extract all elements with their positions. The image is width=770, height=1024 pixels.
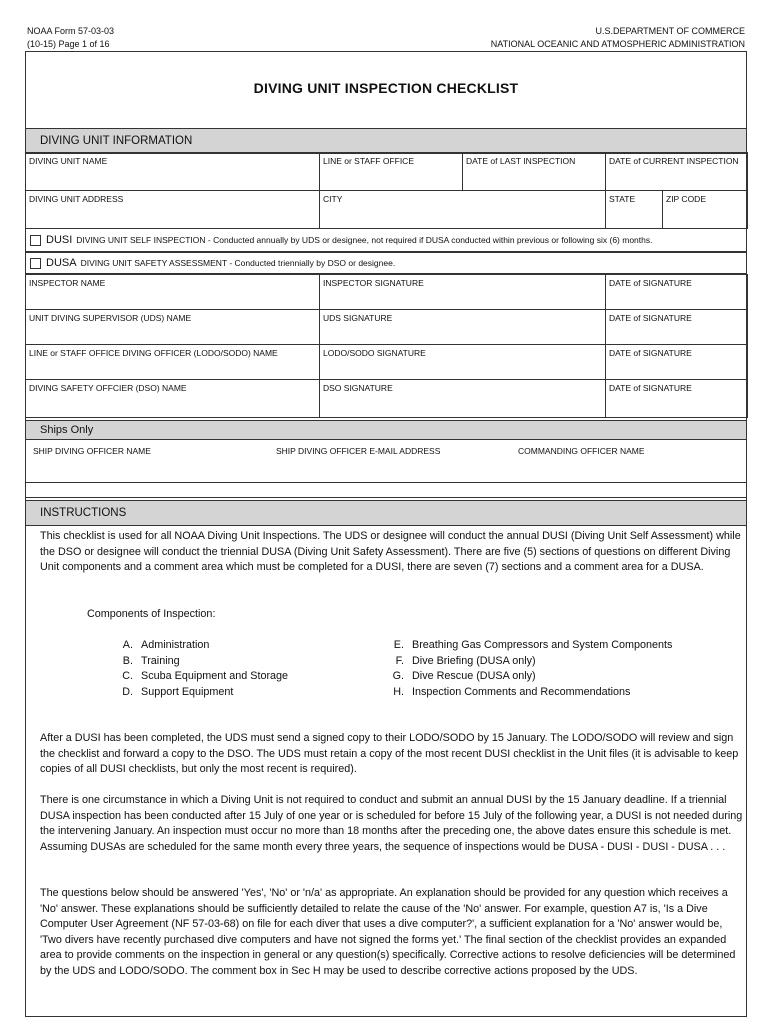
- dusi-code: DUSI: [46, 234, 73, 246]
- form-id-block: [27, 25, 114, 51]
- uds-name-label: UNIT DIVING SUPERVISOR (UDS) NAME: [29, 313, 192, 323]
- inspector-date-label: DATE of SIGNATURE: [609, 278, 692, 288]
- lodo-date-field[interactable]: [606, 345, 748, 380]
- state-field[interactable]: [606, 191, 663, 229]
- uds-signature-field[interactable]: [320, 310, 606, 345]
- component-item: G. Dive Rescue (DUSA only): [392, 670, 536, 682]
- lodo-date-label: DATE of SIGNATURE: [609, 348, 692, 358]
- zip-label: ZIP CODE: [666, 194, 706, 204]
- component-item: E. Breathing Gas Compressors and System Components: [393, 639, 673, 651]
- commanding-officer-label: COMMANDING OFFICER NAME: [518, 446, 645, 456]
- unit-info-table: [25, 152, 748, 229]
- lodo-name-label: LINE or STAFF OFFICE DIVING OFFICER (LODO/SODO) NAME: [29, 348, 278, 358]
- unit-name-label: DIVING UNIT NAME: [29, 156, 108, 166]
- unit-name-field[interactable]: [26, 153, 320, 191]
- inspector-date-field[interactable]: [606, 275, 748, 310]
- ship-officer-name-label: SHIP DIVING OFFICER NAME: [33, 446, 151, 456]
- component-item: D. Support Equipment: [122, 685, 234, 698]
- lodo-signature-field[interactable]: [320, 345, 606, 380]
- lodo-name-field[interactable]: [26, 345, 320, 380]
- component-item: H. Inspection Comments and Recommendations: [393, 685, 631, 698]
- component-item: B. Training: [122, 654, 180, 667]
- zip-field[interactable]: [663, 191, 748, 229]
- dusa-checkbox[interactable]: [30, 258, 41, 269]
- dso-date-label: DATE of SIGNATURE: [609, 383, 692, 393]
- current-inspection-field[interactable]: [606, 153, 748, 191]
- instructions-paragraph-4: The questions below should be answered 'Yes', 'No' or 'n/a' as appropriate. An explanation should be provided for any question which receives a 'No' answer. These explanations should be sufficiently detailed to relate the cause of the 'No' answer. For example, question A7 is, 'Is a Dive Computer User Agreement (NF 57-03-68) on file for each diver that uses a dive computer?', a sufficient explanation for a 'No' answer would be, 'Two divers have recently purchased dive computers and have not signed the forms yet.' The final section of the checklist provides an expanded area to provide comments on the inspection in general or any question(s) specifically. Corrective actions to resolve deficiencies will be determined by the UDS and LODO/SODO. The comment box in Sec H may be used to describe corrective actions proposed by the UDS.: [40, 887, 736, 977]
- line-office-label: LINE or STAFF OFFICE: [323, 156, 414, 166]
- uds-signature-label: UDS SIGNATURE: [323, 313, 393, 323]
- city-field[interactable]: [320, 191, 606, 229]
- dusi-option: [25, 228, 747, 252]
- inspector-signature-label: INSPECTOR SIGNATURE: [323, 278, 424, 288]
- dusa-option: [25, 252, 747, 274]
- section-instructions: INSTRUCTIONS: [25, 500, 747, 526]
- form-page-count: (10-15) Page 1 of 16: [27, 39, 110, 49]
- dso-date-field[interactable]: [606, 380, 748, 418]
- dso-name-field[interactable]: [26, 380, 320, 418]
- dusa-description: DIVING UNIT SAFETY ASSESSMENT - Conducted triennially by DSO or designee.: [80, 258, 396, 268]
- components-list-left: [113, 638, 288, 700]
- lodo-signature-label: LODO/SODO SIGNATURE: [323, 348, 426, 358]
- current-inspection-label: DATE of CURRENT INSPECTION: [609, 156, 739, 166]
- section-ships-only: Ships Only: [25, 420, 747, 440]
- dusi-description: DIVING UNIT SELF INSPECTION - Conducted annually by UDS or designee, not required if DUSA conducted within previous or following six (6) months.: [76, 235, 653, 245]
- inspector-name-label: INSPECTOR NAME: [29, 278, 106, 288]
- uds-date-label: DATE of SIGNATURE: [609, 313, 692, 323]
- section-diving-unit-info: DIVING UNIT INFORMATION: [25, 128, 747, 154]
- uds-date-field[interactable]: [606, 310, 748, 345]
- component-item: A. Administration: [122, 639, 210, 651]
- dso-name-label: DIVING SAFETY OFFCIER (DSO) NAME: [29, 383, 187, 393]
- components-title: Components of Inspection:: [87, 608, 216, 620]
- line-office-field[interactable]: [320, 153, 463, 191]
- inspector-name-field[interactable]: [26, 275, 320, 310]
- ships-divider: [26, 482, 746, 483]
- instructions-paragraph-3: There is one circumstance in which a Diving Unit is not required to conduct and submit an annual DUSI by the 15 January deadline. If a triennial DUSA inspection has been conducted after 15 July of one year or is scheduled for before 15 July of the following year, a DUSI is not needed during the intervening January. An inspection must occur no more than 18 months after the preceding one, the above dates ensure this schedule is met. Assuming DUSAs are scheduled for the same month every three years, the sequence of inspections would be DUSA - DUSI - DUSI - DUSA . . .: [40, 794, 743, 853]
- agency-block: [491, 25, 745, 51]
- state-label: STATE: [609, 194, 636, 204]
- uds-name-field[interactable]: [26, 310, 320, 345]
- instructions-paragraph-2: After a DUSI has been completed, the UDS must send a signed copy to their LODO/SODO by 15 January. The LODO/SODO will review and sign the checklist and forward a copy to the DSO. The UDS must retain a copy of the most recent DUSI checklist in the Unit files (it is advisable to keep copies of all DUSI checklists, but only the most recent is required).: [40, 732, 739, 775]
- inspector-signature-field[interactable]: [320, 275, 606, 310]
- ship-officer-email-label: SHIP DIVING OFFICER E-MAIL ADDRESS: [276, 446, 441, 456]
- last-inspection-label: DATE of LAST INSPECTION: [466, 156, 576, 166]
- components-list-right: [384, 638, 672, 700]
- unit-address-field[interactable]: [26, 191, 320, 229]
- agency-line-1: U.S.DEPARTMENT OF COMMERCE: [595, 26, 745, 36]
- dso-signature-label: DSO SIGNATURE: [323, 383, 393, 393]
- form-number: NOAA Form 57-03-03: [27, 26, 115, 36]
- unit-address-label: DIVING UNIT ADDRESS: [29, 194, 124, 204]
- component-item: F. Dive Briefing (DUSA only): [395, 654, 536, 667]
- instructions-paragraph-1: This checklist is used for all NOAA Diving Unit Inspections. The UDS or designee will conduct the annual DUSI (Diving Unit Self Assessment) while the DSO or designee will conduct the triennial DUSA (Diving Unit Safety Assessment). There are five (5) sections of questions on different Diving Unit components and a comment area which must be completed for a DUSI, there are seven (7) sections and a comment area for a DUSA.: [40, 530, 741, 573]
- ships-fields: [25, 439, 747, 498]
- agency-line-2: NATIONAL OCEANIC AND ATMOSPHERIC ADMINISTRATION: [490, 39, 745, 49]
- dusi-checkbox[interactable]: [30, 235, 41, 246]
- dusa-code: DUSA: [46, 257, 77, 269]
- last-inspection-field[interactable]: [463, 153, 606, 191]
- dso-signature-field[interactable]: [320, 380, 606, 418]
- component-item: C. Scuba Equipment and Storage: [122, 670, 289, 682]
- form-title: DIVING UNIT INSPECTION CHECKLIST: [253, 80, 519, 96]
- signature-table: [25, 274, 748, 418]
- city-label: CITY: [323, 194, 343, 204]
